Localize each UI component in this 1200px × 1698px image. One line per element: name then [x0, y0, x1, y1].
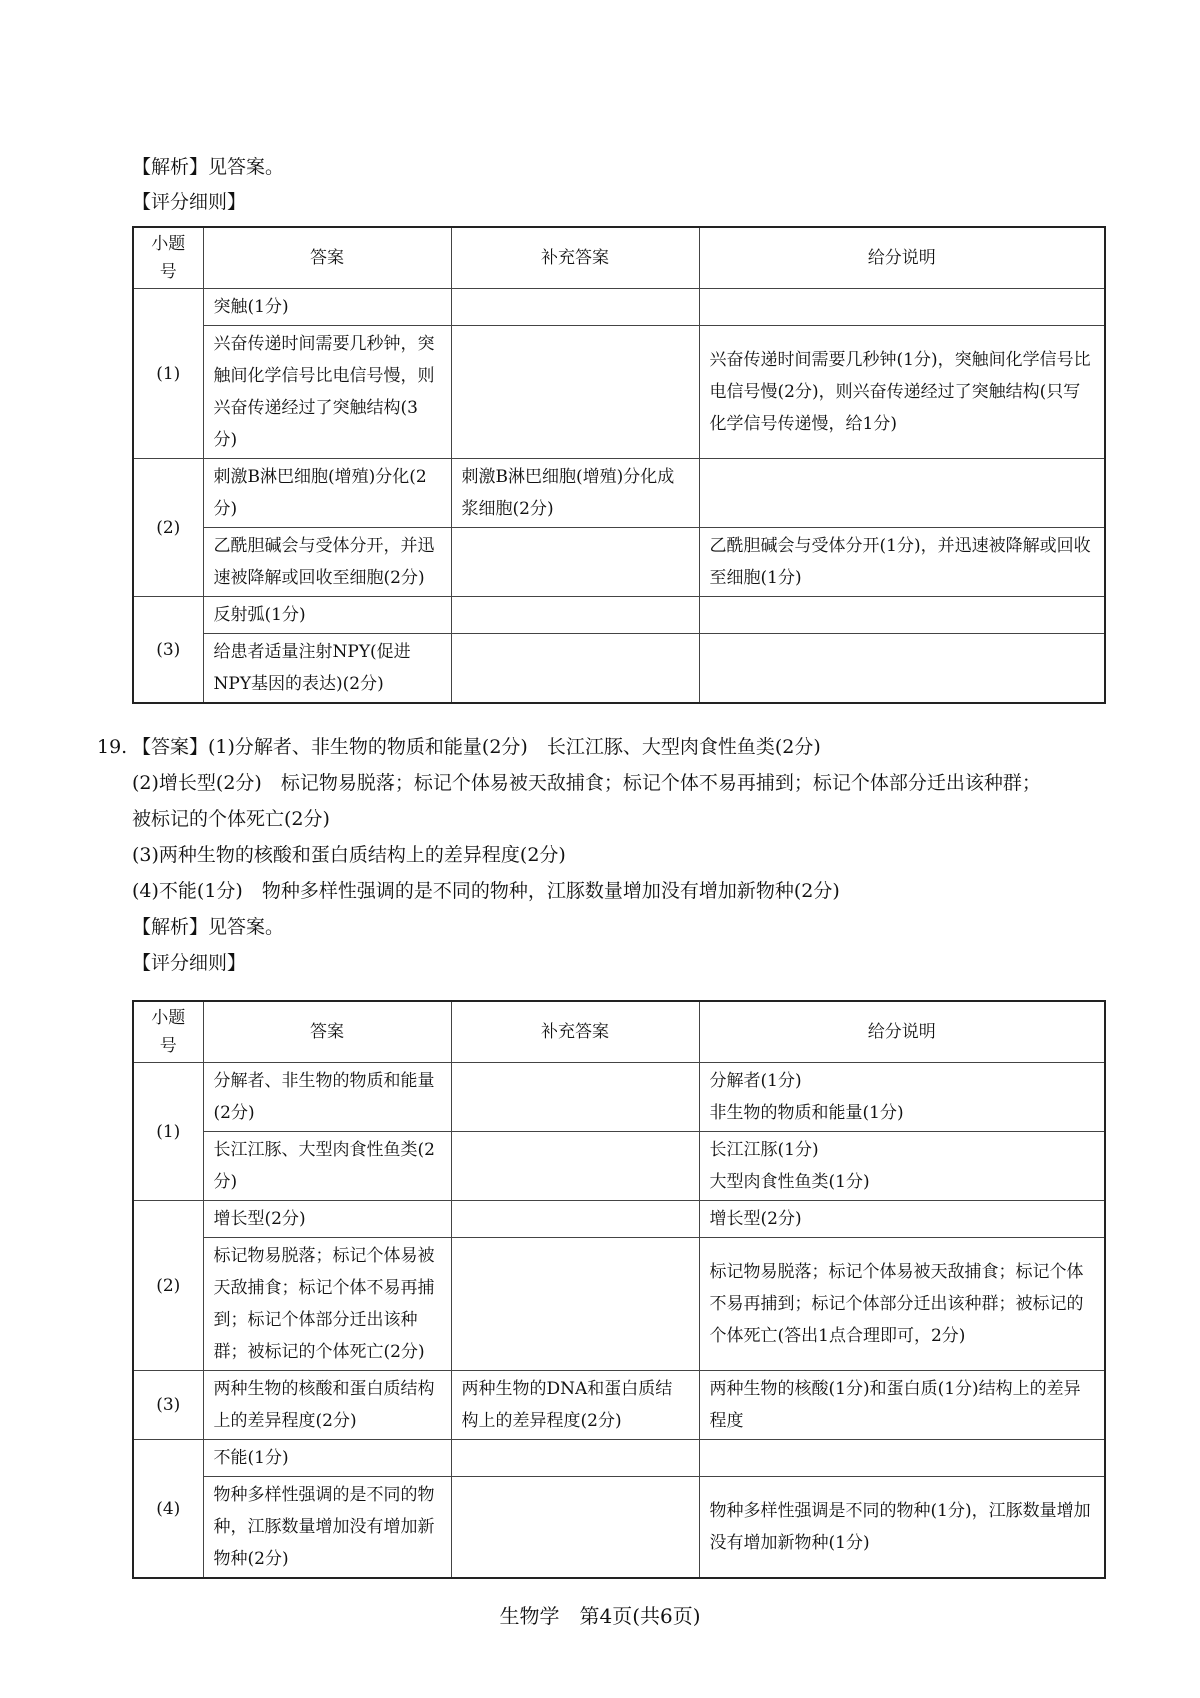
- table-row: [133, 459, 1105, 528]
- answer-cell: 两种生物的核酸和蛋白质结构上的差异程度(2分): [203, 1371, 451, 1440]
- answer-line: (2)增长型(2分) 标记物易脱落；标记个体易被天敌捕食；标记个体不易再捕到；标记个体部分迁出该种群；: [132, 772, 1041, 794]
- supplement-cell: [451, 289, 699, 326]
- grading-table-19: [132, 1000, 1106, 1579]
- scoring-line: 长江江豚(1分): [709, 1140, 819, 1160]
- header-answer: 答案: [203, 227, 451, 289]
- analysis-line: 【解析】见答案。: [132, 916, 285, 938]
- question-number: (4): [133, 1440, 203, 1579]
- table-row: [133, 528, 1105, 597]
- supplement-cell: [451, 1477, 699, 1579]
- supplement-cell: 两种生物的DNA和蛋白质结构上的差异程度(2分): [451, 1371, 699, 1440]
- answer-cell: 长江江豚、大型肉食性鱼类(2分): [203, 1132, 451, 1201]
- table-row: [133, 289, 1105, 326]
- scoring-cell: [699, 1440, 1105, 1477]
- question-number: (2): [133, 459, 203, 597]
- supplement-cell: [451, 1201, 699, 1238]
- supplement-cell: [451, 1238, 699, 1371]
- question-number: (1): [133, 1063, 203, 1201]
- answer-cell: 增长型(2分): [203, 1201, 451, 1238]
- supplement-cell: [451, 1063, 699, 1132]
- rules-heading: 【评分细则】: [132, 952, 247, 974]
- header-scoring: 给分说明: [699, 1001, 1105, 1063]
- question-number: (3): [133, 1371, 203, 1440]
- scoring-cell: [699, 459, 1105, 528]
- scoring-cell: [699, 1063, 1105, 1132]
- scoring-cell: [699, 597, 1105, 634]
- scoring-cell: [699, 289, 1105, 326]
- table-row: [133, 1201, 1105, 1238]
- header-answer: 答案: [203, 1001, 451, 1063]
- answer-cell: 分解者、非生物的物质和能量(2分): [203, 1063, 451, 1132]
- table-row: [133, 1477, 1105, 1579]
- rules-heading: 【评分细则】: [132, 191, 247, 213]
- answer-cell: 乙酰胆碱会与受体分开，并迅速被降解或回收至细胞(2分): [203, 528, 451, 597]
- answer-cell: 刺激B淋巴细胞(增殖)分化(2分): [203, 459, 451, 528]
- header-supplement: 补充答案: [451, 227, 699, 289]
- scoring-cell: 标记物易脱落；标记个体易被天敌捕食；标记个体不易再捕到；标记个体部分迁出该种群；被标记的个体死亡(答出1点合理即可，2分): [699, 1238, 1105, 1371]
- table-row: [133, 1371, 1105, 1440]
- scoring-cell: [699, 1132, 1105, 1201]
- header-scoring: 给分说明: [699, 227, 1105, 289]
- table-row: [133, 326, 1105, 459]
- supplement-cell: [451, 1132, 699, 1201]
- scoring-line: 大型肉食性鱼类(1分): [709, 1172, 870, 1192]
- answer-cell: 物种多样性强调的是不同的物种，江豚数量增加没有增加新物种(2分): [203, 1477, 451, 1579]
- scoring-cell: 兴奋传递时间需要几秒钟(1分)，突触间化学信号比电信号慢(2分)，则兴奋传递经过了突触结构(只写化学信号传递慢，给1分): [699, 326, 1105, 459]
- supplement-cell: [451, 634, 699, 704]
- answer-cell: 给患者适量注射NPY(促进NPY基因的表达)(2分): [203, 634, 451, 704]
- table-row: [133, 634, 1105, 704]
- scoring-line: 非生物的物质和能量(1分): [709, 1103, 904, 1123]
- supplement-cell: 刺激B淋巴细胞(增殖)分化成浆细胞(2分): [451, 459, 699, 528]
- scoring-cell: 物种多样性强调是不同的物种(1分)，江豚数量增加没有增加新物种(1分): [699, 1477, 1105, 1579]
- answer-line: 【答案】(1)分解者、非生物的物质和能量(2分) 长江江豚、大型肉食性鱼类(2分): [132, 736, 821, 758]
- answer-line: 被标记的个体死亡(2分): [132, 808, 330, 830]
- question-number: (2): [133, 1201, 203, 1371]
- supplement-cell: [451, 326, 699, 459]
- scoring-cell: 增长型(2分): [699, 1201, 1105, 1238]
- header-supplement: 补充答案: [451, 1001, 699, 1063]
- table-header-row: [133, 1001, 1105, 1063]
- answer-cell: 突触(1分): [203, 289, 451, 326]
- supplement-cell: [451, 528, 699, 597]
- scoring-cell: 乙酰胆碱会与受体分开(1分)，并迅速被降解或回收至细胞(1分): [699, 528, 1105, 597]
- table-row: [133, 1063, 1105, 1132]
- scoring-cell: 两种生物的核酸(1分)和蛋白质(1分)结构上的差异程度: [699, 1371, 1105, 1440]
- answer-cell: 标记物易脱落；标记个体易被天敌捕食；标记个体不易再捕到；标记个体部分迁出该种群；被标记的个体死亡(2分): [203, 1238, 451, 1371]
- grading-table-18: [132, 226, 1106, 704]
- answer-cell: 反射弧(1分): [203, 597, 451, 634]
- page-footer: 生物学 第4页(共6页): [499, 1604, 701, 1628]
- supplement-cell: [451, 597, 699, 634]
- answer-line: (3)两种生物的核酸和蛋白质结构上的差异程度(2分): [132, 844, 566, 866]
- scoring-line: 分解者(1分): [709, 1071, 802, 1091]
- table-row: [133, 597, 1105, 634]
- question-number: (1): [133, 289, 203, 459]
- table-row: [133, 1238, 1105, 1371]
- header-question: 小题号: [133, 1001, 203, 1063]
- table-row: [133, 1132, 1105, 1201]
- scoring-cell: [699, 634, 1105, 704]
- answer-line: (4)不能(1分) 物种多样性强调的是不同的物种，江豚数量增加没有增加新物种(2分): [132, 880, 840, 902]
- question-number: (3): [133, 597, 203, 704]
- header-question: 小题号: [133, 227, 203, 289]
- question-number-19: 19.: [97, 736, 128, 758]
- supplement-cell: [451, 1440, 699, 1477]
- answer-cell: 兴奋传递时间需要几秒钟，突触间化学信号比电信号慢，则兴奋传递经过了突触结构(3分): [203, 326, 451, 459]
- analysis-line: 【解析】见答案。: [132, 156, 285, 178]
- table-row: [133, 1440, 1105, 1477]
- table-header-row: [133, 227, 1105, 289]
- answer-cell: 不能(1分): [203, 1440, 451, 1477]
